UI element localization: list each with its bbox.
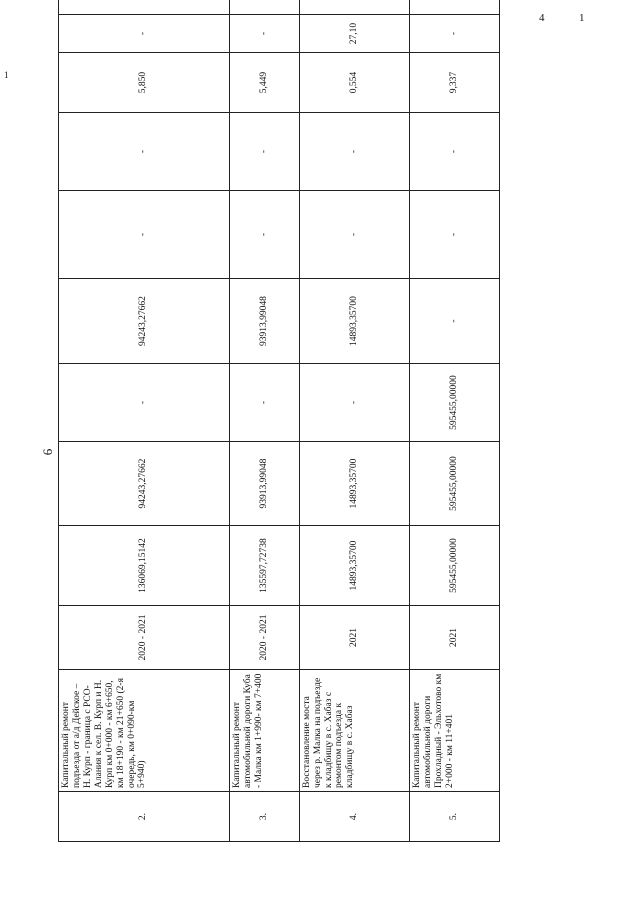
table-row xyxy=(59,0,230,842)
period-cell: 2021 xyxy=(299,606,409,670)
table-container xyxy=(58,22,500,842)
amount-cell: - xyxy=(299,191,409,279)
length-m-cell: - xyxy=(59,15,230,53)
amount-cell: - xyxy=(409,113,499,191)
amount-cell: - xyxy=(59,191,230,279)
road-repair-table xyxy=(58,0,500,842)
table-row xyxy=(299,0,409,842)
period-cell: 2021 xyxy=(409,606,499,670)
object-name: Капитальный ремонт автомобильной дороги Куба - Малка км 1+990- км 7+400 xyxy=(229,670,299,792)
corner-mark: 1 xyxy=(4,70,9,80)
amount-cell: - xyxy=(59,113,230,191)
period-cell: 2020 - 2021 xyxy=(229,606,299,670)
table-row xyxy=(229,0,299,842)
amount-cell: - xyxy=(229,364,299,442)
amount-cell: 93913,99048 xyxy=(229,442,299,526)
amount-cell: 14893,35700 xyxy=(299,279,409,364)
amount-cell: - xyxy=(409,279,499,364)
amount-cell: - xyxy=(229,113,299,191)
object-name: Восстановление моста через р. Малка на подъезде к кладбищу в с. Хабаз с ремонтом подъезда к кладбищу в с. Хабаз xyxy=(299,670,409,792)
amount-cell: 14893,35700 xyxy=(299,442,409,526)
table-row xyxy=(409,0,499,842)
completion-year-cell xyxy=(299,0,409,15)
amount-cell: - xyxy=(299,113,409,191)
length-km-cell: 0,554 xyxy=(299,53,409,113)
corner-mark: 1 xyxy=(579,12,585,24)
length-m-cell: 27,10 xyxy=(299,15,409,53)
total-cost-cell: 14893,35700 xyxy=(299,526,409,606)
completion-year-cell xyxy=(409,0,499,15)
amount-cell: 93913,99048 xyxy=(229,279,299,364)
length-m-cell: - xyxy=(409,15,499,53)
amount-cell: 94243,27662 xyxy=(59,279,230,364)
amount-cell: - xyxy=(409,191,499,279)
page-number: 6 xyxy=(40,448,55,456)
corner-mark: 4 xyxy=(539,12,545,24)
completion-year-cell xyxy=(229,0,299,15)
length-km-cell: 5,449 xyxy=(229,53,299,113)
row-number: 4. xyxy=(299,792,409,842)
row-number: 3. xyxy=(229,792,299,842)
total-cost-cell: 595455,00000 xyxy=(409,526,499,606)
row-number: 2. xyxy=(59,792,230,842)
row-number: 5. xyxy=(409,792,499,842)
period-cell: 2020 - 2021 xyxy=(59,606,230,670)
object-name: Капитальный ремонт автомобильной дороги Прохладный - Эльхотово км 2+000 - км 11+401 xyxy=(409,670,499,792)
amount-cell: - xyxy=(229,191,299,279)
amount-cell: 595455,00000 xyxy=(409,364,499,442)
completion-year-cell xyxy=(59,0,230,15)
amount-cell: 595455,00000 xyxy=(409,442,499,526)
object-name: Капитальный ремонт подъезда от а/д Дейское – Н. Курп - граница с РСО-Алания к сел. В. Курп и Н. Курп км 0+000 - км 6+650, км 18+190 - км 21+650 (2-я очередь, км 0+090-км 5+940) xyxy=(59,670,230,792)
amount-cell: 94243,27662 xyxy=(59,442,230,526)
length-m-cell: - xyxy=(229,15,299,53)
length-km-cell: 5,850 xyxy=(59,53,230,113)
amount-cell: - xyxy=(299,364,409,442)
rotated-table xyxy=(58,22,500,842)
total-cost-cell: 136069,15142 xyxy=(59,526,230,606)
amount-cell: - xyxy=(59,364,230,442)
total-cost-cell: 135597,72738 xyxy=(229,526,299,606)
length-km-cell: 9,337 xyxy=(409,53,499,113)
